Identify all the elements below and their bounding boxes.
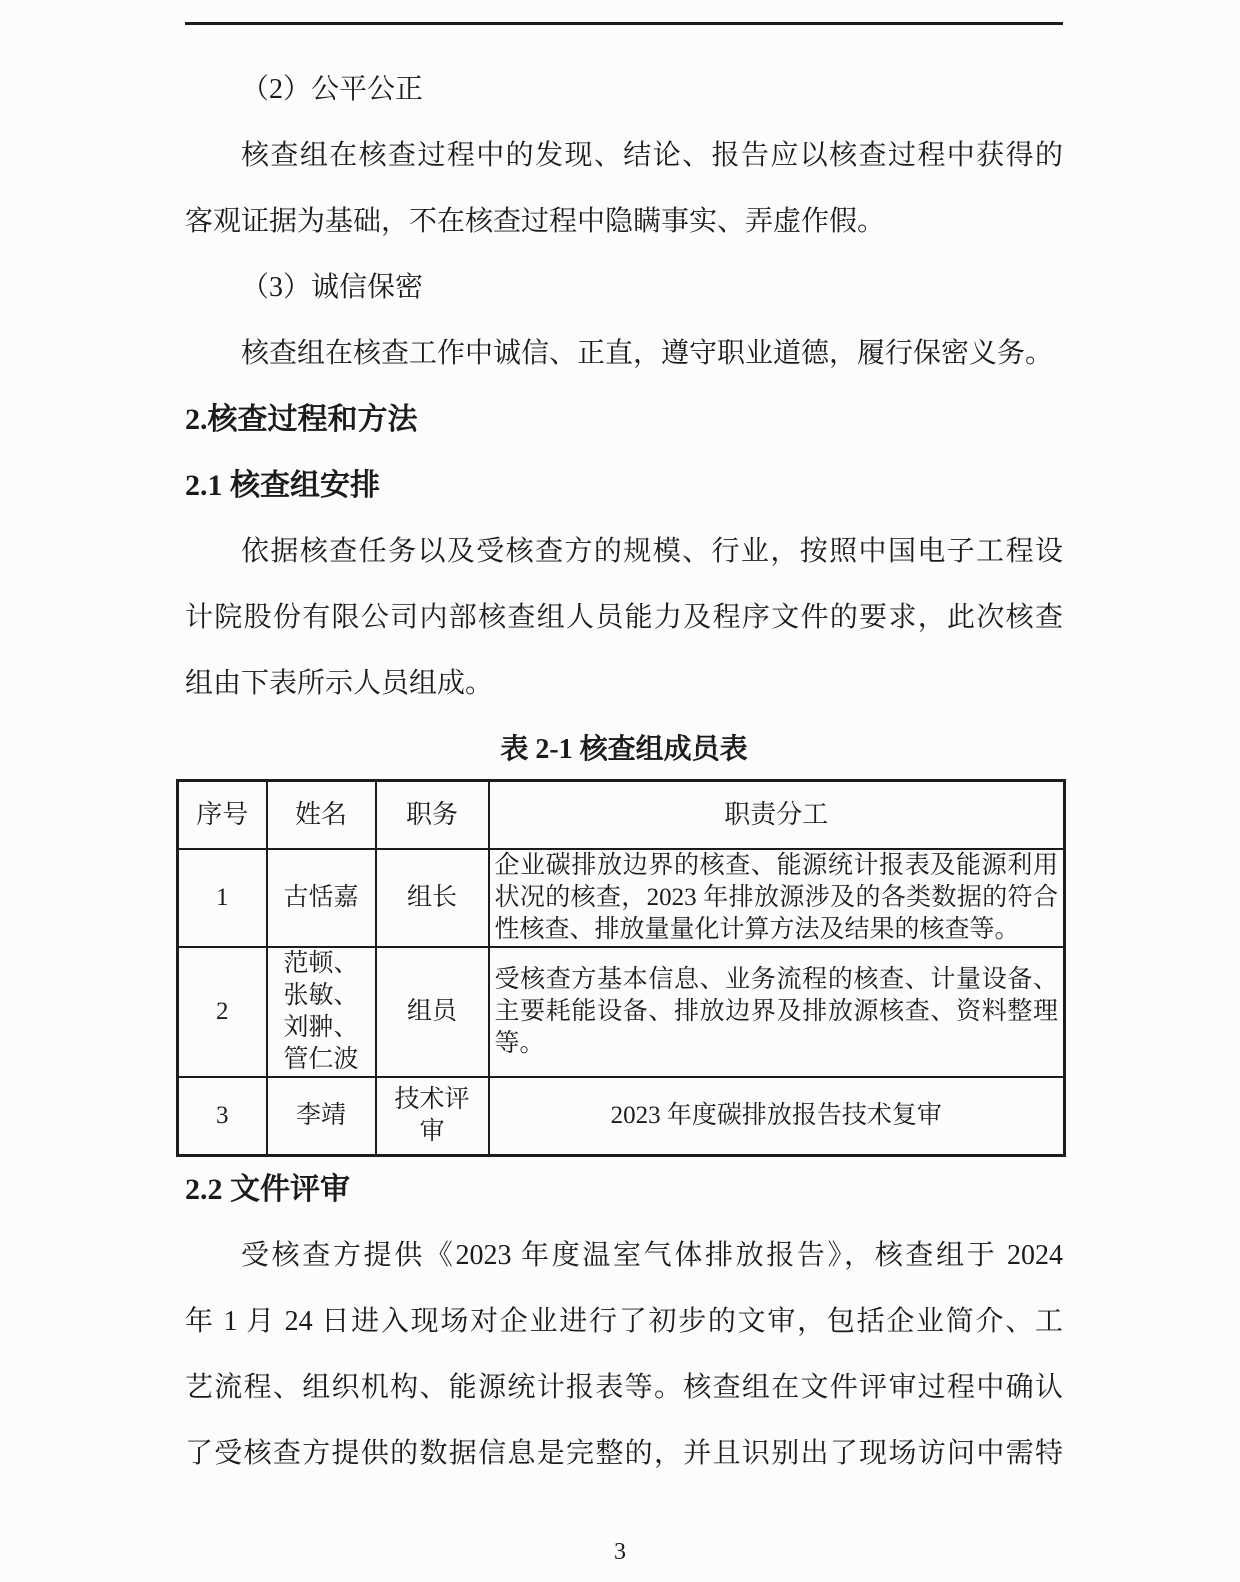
cell-duty: 企业碳排放边界的核查、能源统计报表及能源利用状况的核查，2023 年排放源涉及的各类数据的符合性核查、排放量量化计算方法及结果的核查等。 (489, 849, 1065, 947)
section-2-1-line-3: 组由下表所示人员组成。 (185, 668, 494, 699)
header-rule (185, 22, 1063, 25)
table-row (178, 947, 1065, 1077)
page-content (185, 57, 1063, 1487)
cell-role: 组长 (376, 849, 489, 947)
principle-3-line-1: 核查组在核查工作中诚信、正直，遵守职业道德，履行保密义务。 (241, 338, 1054, 369)
section-2-1-heading: 2.1 核查组安排 (185, 469, 380, 502)
section-2-2-heading: 2.2 文件评审 (185, 1173, 350, 1206)
principle-2-heading: （2）公平公正 (241, 74, 424, 105)
cell-name: 范顿、张敏、刘翀、管仁波 (267, 947, 376, 1077)
table-row (178, 1077, 1065, 1156)
principle-2-line-1: 核查组在核查过程中的发现、结论、报告应以核查过程中获得的 (241, 140, 1063, 171)
cell-duty: 受核查方基本信息、业务流程的核查、计量设备、主要耗能设备、排放边界及排放源核查、资料整理等。 (489, 947, 1065, 1077)
table-header-row (178, 781, 1065, 850)
cell-no: 3 (178, 1077, 267, 1156)
section-2-2-line-3: 艺流程、组织机构、能源统计报表等。核查组在文件评审过程中确认 (185, 1372, 1063, 1403)
cell-no: 1 (178, 849, 267, 947)
section-2-2-line-4: 了受核查方提供的数据信息是完整的，并且识别出了现场访问中需特 (185, 1438, 1063, 1469)
principle-3-heading: （3）诚信保密 (241, 272, 424, 303)
cell-name: 李靖 (267, 1077, 376, 1156)
principle-2-line-2: 客观证据为基础，不在核查过程中隐瞒事实、弄虚作假。 (185, 206, 886, 237)
section-2-1-line-2: 计院股份有限公司内部核查组人员能力及程序文件的要求，此次核查 (185, 602, 1063, 633)
section-2-2-line-1: 受核查方提供《2023 年度温室气体排放报告》，核查组于 2024 (241, 1240, 1063, 1271)
table-row (178, 849, 1065, 947)
column-header-name: 姓名 (267, 781, 376, 850)
cell-role: 技术评审 (376, 1077, 489, 1156)
cell-no: 2 (178, 947, 267, 1077)
section-2-1-line-1: 依据核查任务以及受核查方的规模、行业，按照中国电子工程设 (241, 536, 1063, 567)
cell-duty: 2023 年度碳排放报告技术复审 (489, 1077, 1065, 1156)
cell-name: 古恬嘉 (267, 849, 376, 947)
column-header-role: 职务 (376, 781, 489, 850)
section-2-heading: 2.核查过程和方法 (185, 403, 418, 436)
table-caption: 表 2-1 核查组成员表 (500, 734, 748, 765)
page-number: 3 (614, 1539, 626, 1565)
column-header-duty: 职责分工 (489, 781, 1065, 850)
column-header-no: 序号 (178, 781, 267, 850)
section-2-2-line-2: 年 1 月 24 日进入现场对企业进行了初步的文审，包括企业简介、工 (185, 1306, 1063, 1337)
cell-role: 组员 (376, 947, 489, 1077)
verification-team-table (176, 779, 1066, 1157)
